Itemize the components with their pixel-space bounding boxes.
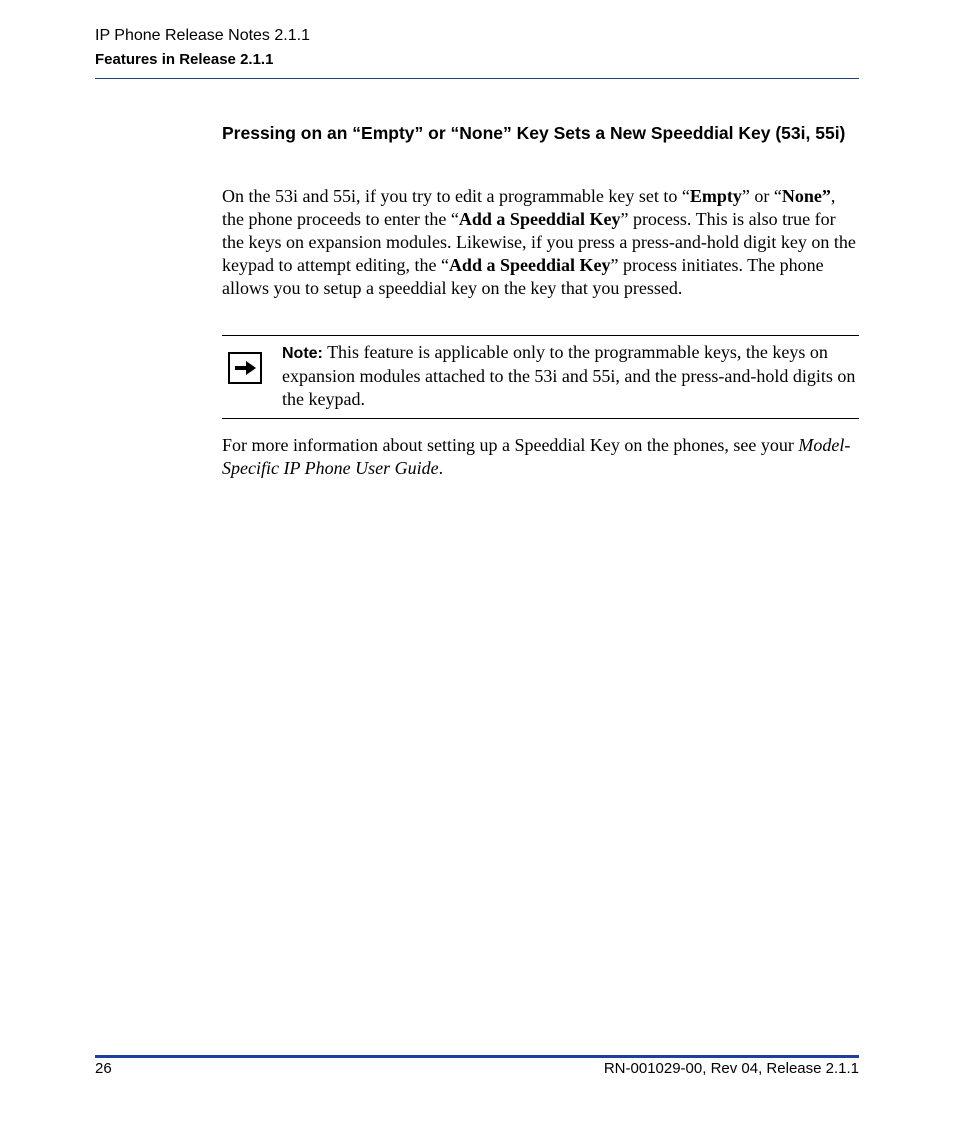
para1-bold-add-speeddial-1: Add a Speeddial Key bbox=[458, 209, 621, 229]
running-header-title: IP Phone Release Notes 2.1.1 bbox=[95, 27, 310, 44]
para1-bold-empty: Empty bbox=[689, 186, 742, 206]
para2-end: . bbox=[438, 458, 444, 478]
note-body: This feature is applicable only to the programmable keys, the keys on expansion modules attached to the 53i and 55i, and the press-and-hold digits on the keypad. bbox=[282, 342, 856, 409]
note-bottom-rule bbox=[222, 418, 859, 419]
running-header-section: Features in Release 2.1.1 bbox=[95, 51, 274, 68]
para2-text: For more information about setting up a Speeddial Key on the phones, see your bbox=[222, 435, 799, 455]
para1-text-2: ” or “ bbox=[741, 186, 782, 206]
para1-text-3: , the phone proceeds to enter the “ bbox=[222, 186, 836, 229]
note-label: Note: bbox=[282, 345, 323, 362]
page-number: 26 bbox=[95, 1060, 112, 1077]
para1-text-4: ” process. This is also true for the keys on expansion modules. Likewise, if you press a press-and-hold digit key on the keypad to attempt editing, the “ bbox=[222, 209, 856, 275]
body-paragraph-1 bbox=[222, 185, 858, 300]
section-heading: Pressing on an “Empty” or “None” Key Sets a New Speeddial Key (53i, 55i) bbox=[222, 123, 846, 143]
header-rule bbox=[95, 78, 859, 79]
para1-bold-add-speeddial-2: Add a Speeddial Key bbox=[448, 255, 611, 275]
arrow-right-icon bbox=[228, 352, 262, 384]
document-id: RN-001029-00, Rev 04, Release 2.1.1 bbox=[603, 1060, 859, 1077]
footer-rule bbox=[95, 1055, 859, 1058]
note-top-rule bbox=[222, 335, 859, 336]
para1-text-1: On the 53i and 55i, if you try to edit a programmable key set to “ bbox=[222, 186, 690, 206]
user-guide-title: Model-Specific IP Phone User Guide bbox=[222, 435, 851, 478]
body-paragraph-2 bbox=[222, 434, 858, 480]
note-text bbox=[282, 341, 859, 411]
para1-text-5: ” process initiates. The phone allows you to setup a speeddial key on the key that you pressed. bbox=[222, 255, 824, 298]
para1-bold-none: None” bbox=[781, 186, 831, 206]
